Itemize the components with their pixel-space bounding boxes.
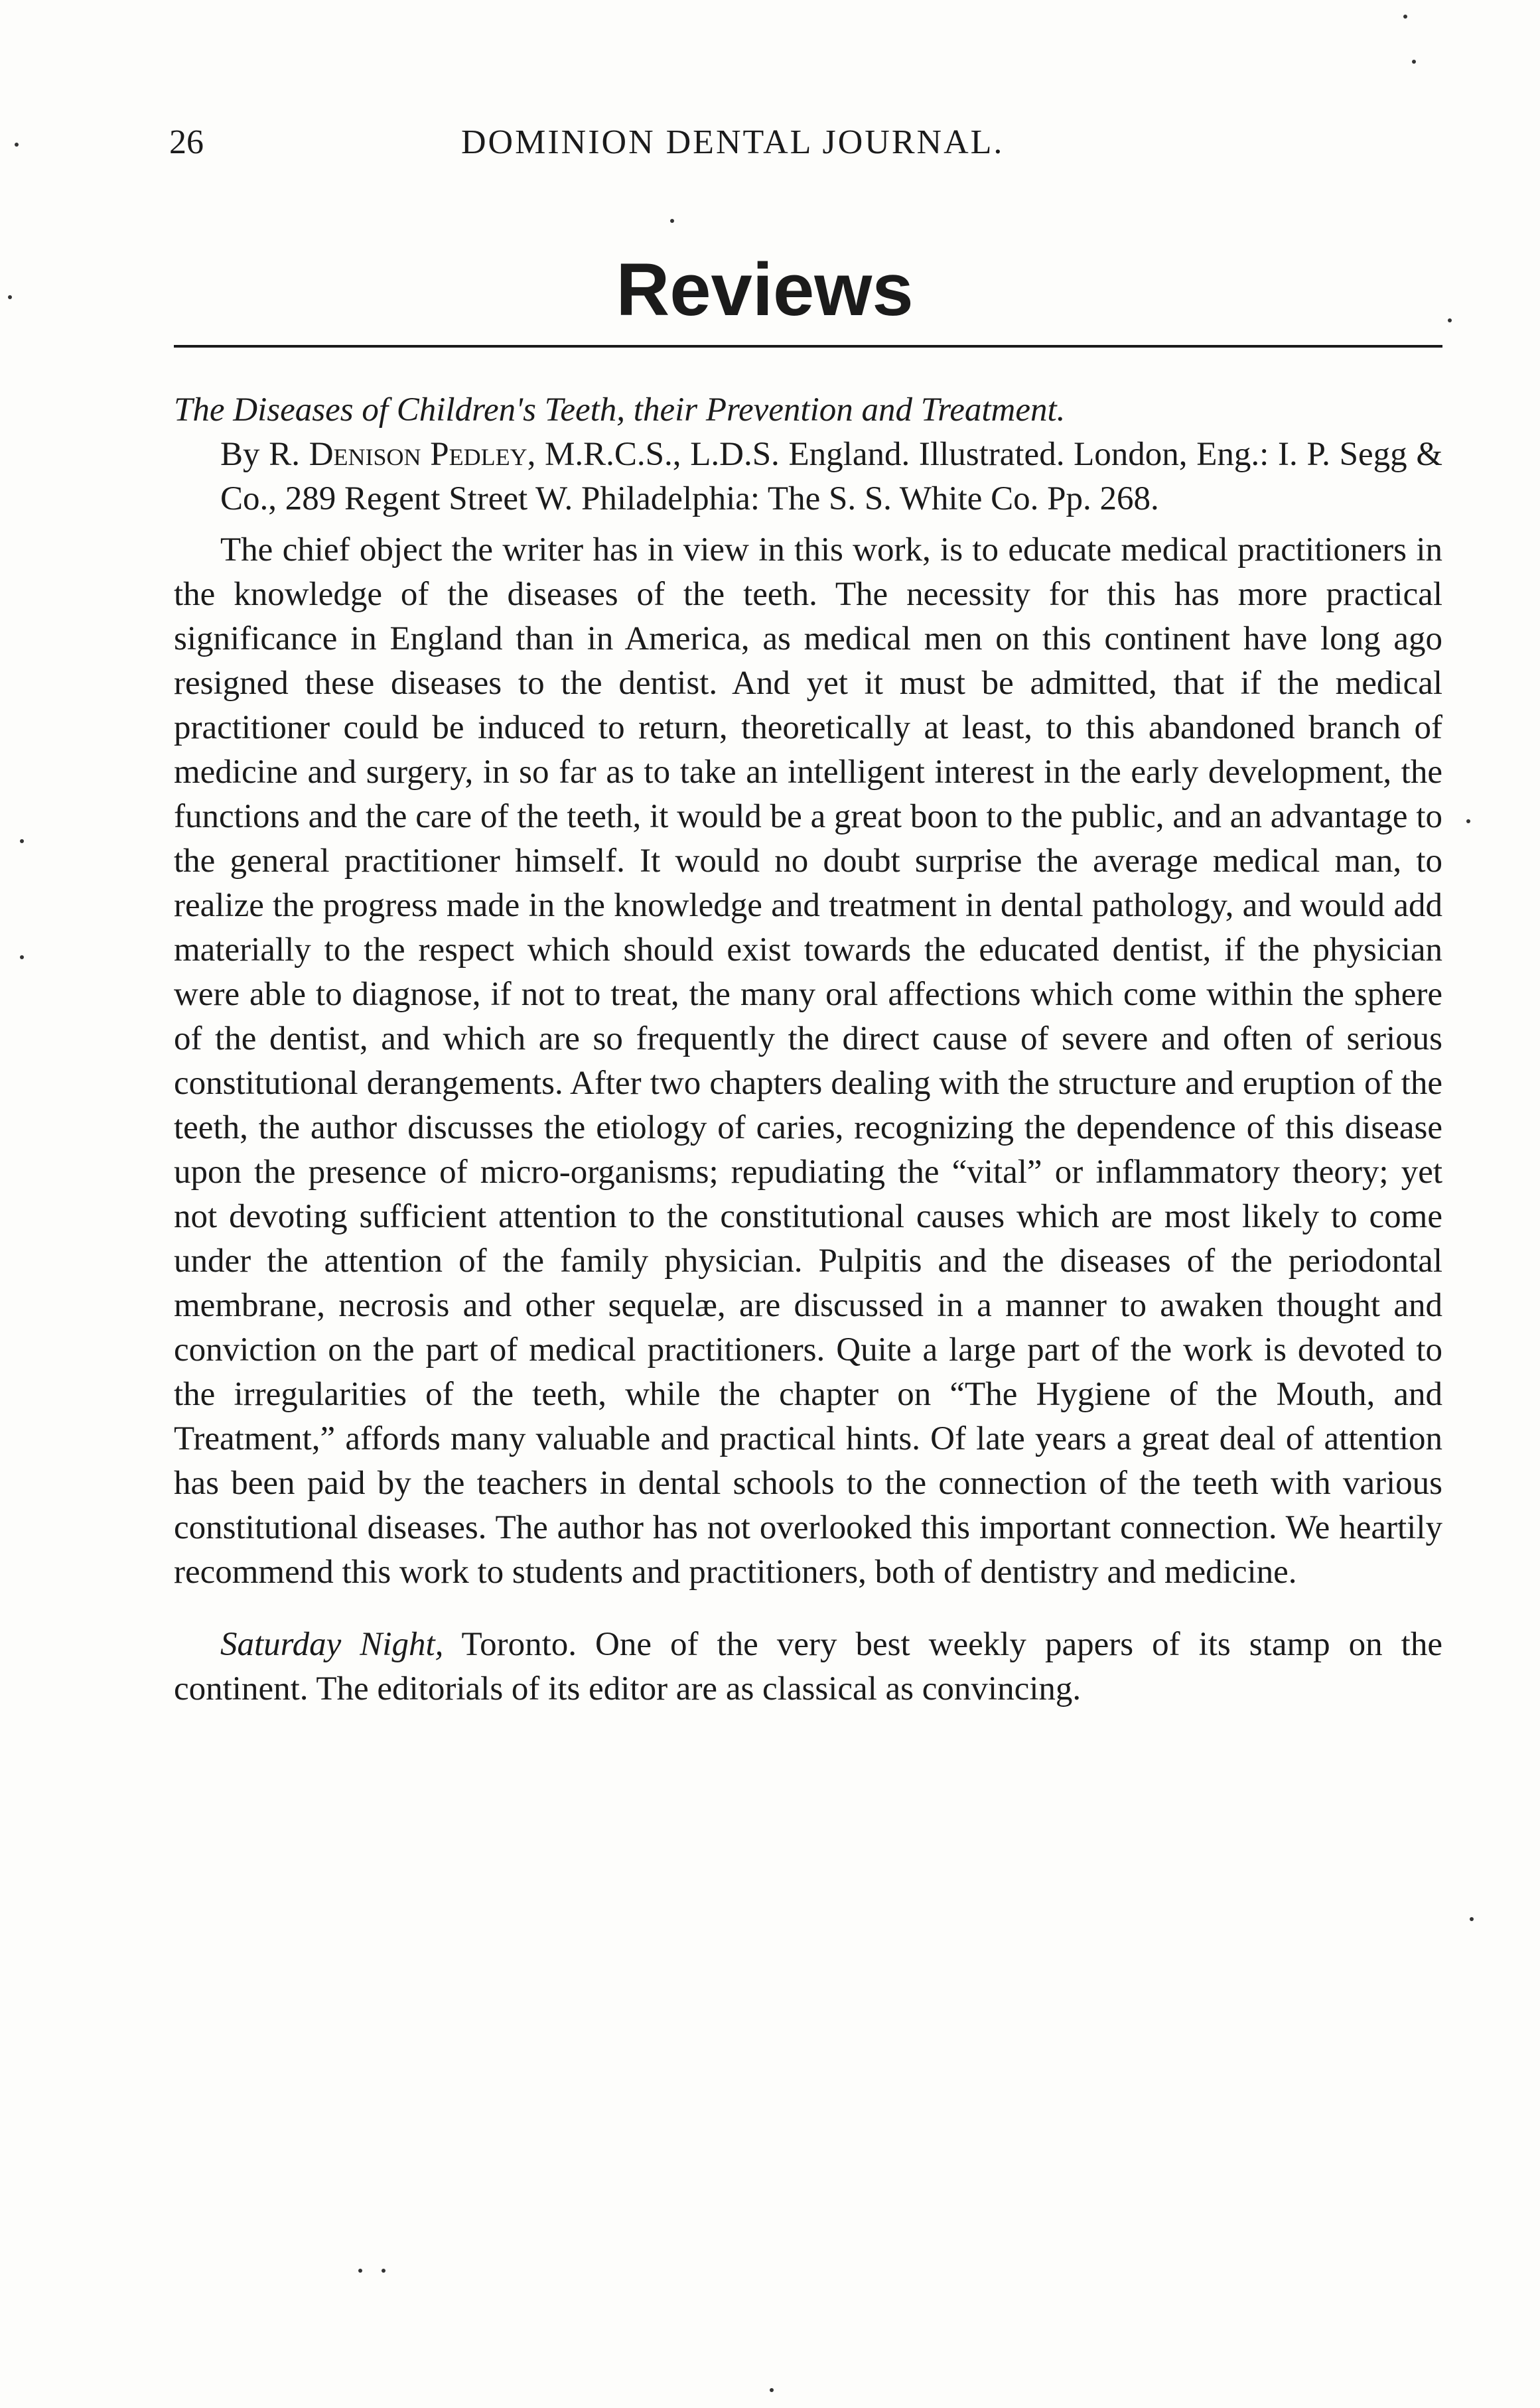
periodical-note-text: Toronto. One of the very best weekly papers of its stamp on the continent. The editorials of its editor are as classical as convincing. bbox=[174, 1626, 1442, 1707]
print-speck bbox=[382, 2269, 385, 2273]
print-speck bbox=[8, 295, 12, 299]
print-speck bbox=[1403, 15, 1407, 19]
section-title: Reviews bbox=[616, 248, 914, 331]
print-speck bbox=[1466, 819, 1470, 823]
page-number: 26 bbox=[169, 123, 204, 161]
print-speck bbox=[770, 2388, 774, 2392]
print-speck bbox=[1412, 60, 1416, 64]
review-body: The chief object the writer has in view in this work, is to educate medical practitioners in the knowledge of the diseases of the teeth. The necessity for this has more practical significance in England than in America, as medical men on this continent have long ago resigned these diseases to the dentist. And yet it must be admitted, that if the medical practitioner could be induced to return, theoretically at least, to this abandoned branch of medicine and surgery, in so far as to take an intelligent interest in the early development, the functions and the care of the teeth, it would be a great boon to the public, and an advantage to the general practitioner himself. It would no doubt surprise the average medical man, to realize the progress made in the knowledge and treatment in dental pathology, and would add materially to the respect which should exist towards the educated dentist, if the physician were able to diagnose, if not to treat, the many oral affections which come within the sphere of the dentist, and which are so frequently the direct cause of severe and often of serious constitutional derangements. After two chapters dealing with the structure and eruption of the teeth, the author discusses the etiology of caries, recognizing the dependence of this disease upon the presence of micro-organisms; repudiating the “vital” or inflammatory theory; yet not devoting sufficient attention to the constitutional causes which are most likely to come under the attention of the family physician. Pulpitis and the diseases of the periodontal membrane, necrosis and other sequelæ, are discussed in a manner to awaken thought and conviction on the part of medical practitioners. Quite a large part of the work is devoted to the irregularities of the teeth, while the chapter on “The Hygiene of the Mouth, and Treatment,” affords many valuable and practical hints. Of late years a great deal of attention has been paid by the teachers in dental schools to the connection of the teeth with various constitutional diseases. The author has not overlooked this important connection. We heartily recommend this work to students and practitioners, both of dentistry and medicine. bbox=[174, 531, 1442, 1591]
periodical-note bbox=[174, 1623, 1442, 1711]
print-speck bbox=[358, 2269, 362, 2273]
author-credentials: M.R.C.S., L.D.S. England. Illustrated. London, Eng.: I. P. Segg & Co., 289 Regent Street W. Philadelphia: The S. S. White Co. Pp. 268. bbox=[220, 436, 1442, 517]
running-header bbox=[169, 123, 1443, 182]
citation-by: By bbox=[220, 436, 260, 473]
book-title: The Diseases of Children's Teeth, their Prevention and Treatment. bbox=[174, 391, 1066, 429]
book-citation bbox=[174, 388, 1442, 521]
print-speck bbox=[15, 143, 19, 147]
review-article bbox=[174, 388, 1442, 1711]
print-speck bbox=[20, 839, 24, 843]
print-speck bbox=[20, 955, 24, 959]
print-speck bbox=[670, 219, 674, 223]
journal-title: DOMINION DENTAL JOURNAL. bbox=[461, 123, 1005, 161]
periodical-name: Saturday Night, bbox=[220, 1626, 444, 1663]
author-name: R. Denison Pedley, bbox=[269, 436, 536, 473]
print-speck bbox=[1448, 318, 1452, 322]
title-divider bbox=[174, 345, 1442, 348]
print-speck bbox=[1470, 1917, 1474, 1921]
